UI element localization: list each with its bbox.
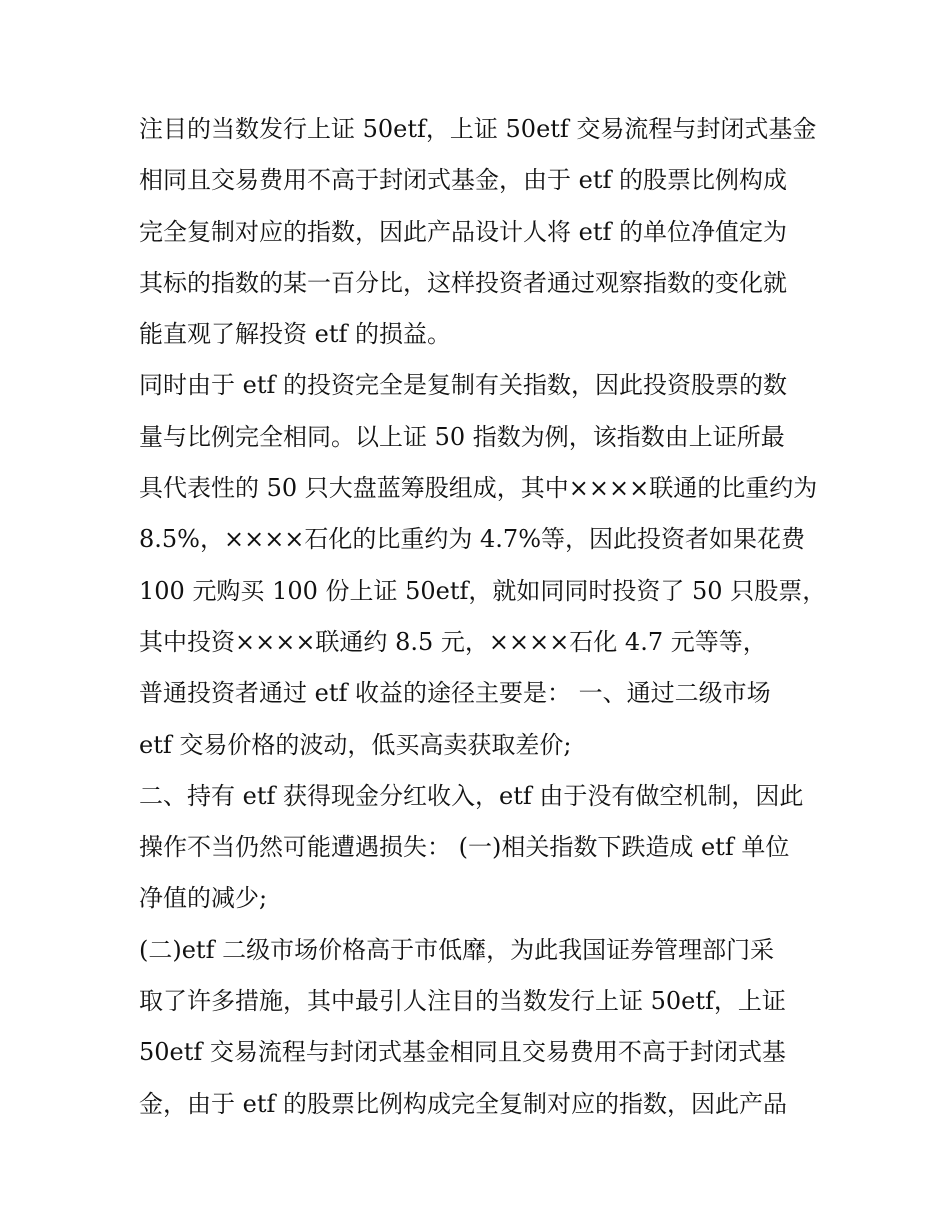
- text-line: 金，由于 etf 的股票比例构成完全复制对应的指数，因此产品: [139, 1089, 787, 1118]
- text-line: 取了许多措施，其中最引人注目的当数发行上证 50etf，上证: [139, 987, 786, 1016]
- body-text: [139, 104, 829, 1130]
- text-line: 操作不当仍然可能遭遇损失： (一)相关指数下跌造成 etf 单位: [139, 833, 790, 862]
- text-line: 普通投资者通过 etf 收益的途径主要是： 一、通过二级市场: [139, 679, 771, 708]
- text-line: 50etf 交易流程与封闭式基金相同且交易费用不高于封闭式基: [139, 1038, 786, 1067]
- text-line: 具代表性的 50 只大盘蓝筹股组成，其中××××联通的比重约为: [139, 474, 818, 503]
- text-line: 其标的指数的某一百分比，这样投资者通过观察指数的变化就: [139, 268, 787, 297]
- text-line: 8.5%，××××石化的比重约为 4.7%等，因此投资者如果花费: [139, 525, 806, 554]
- text-line: 其中投资××××联通约 8.5 元，××××石化 4.7 元等等，: [139, 627, 767, 656]
- text-line: 同时由于 etf 的投资完全是复制有关指数，因此投资股票的数: [139, 371, 787, 400]
- text-line: 相同且交易费用不高于封闭式基金，由于 etf 的股票比例构成: [139, 166, 787, 195]
- text-line: 完全复制对应的指数，因此产品设计人将 etf 的单位净值定为: [139, 217, 787, 246]
- text-line: 能直观了解投资 etf 的损益。: [139, 320, 451, 349]
- text-line: (二)etf 二级市场价格高于市低靡，为此我国证券管理部门采: [139, 935, 775, 964]
- text-line: 二、持有 etf 获得现金分红收入，etf 由于没有做空机制，因此: [139, 781, 804, 810]
- text-line: 注目的当数发行上证 50etf，上证 50etf 交易流程与封闭式基金: [139, 115, 817, 143]
- text-line: etf 交易价格的波动，低买高卖获取差价;: [139, 730, 572, 759]
- text-line: 量与比例完全相同。以上证 50 指数为例，该指数由上证所最: [139, 422, 785, 451]
- text-line: 净值的减少;: [139, 884, 268, 913]
- text-line: 100 元购买 100 份上证 50etf，就如同同时投资了 50 只股票，: [139, 576, 827, 605]
